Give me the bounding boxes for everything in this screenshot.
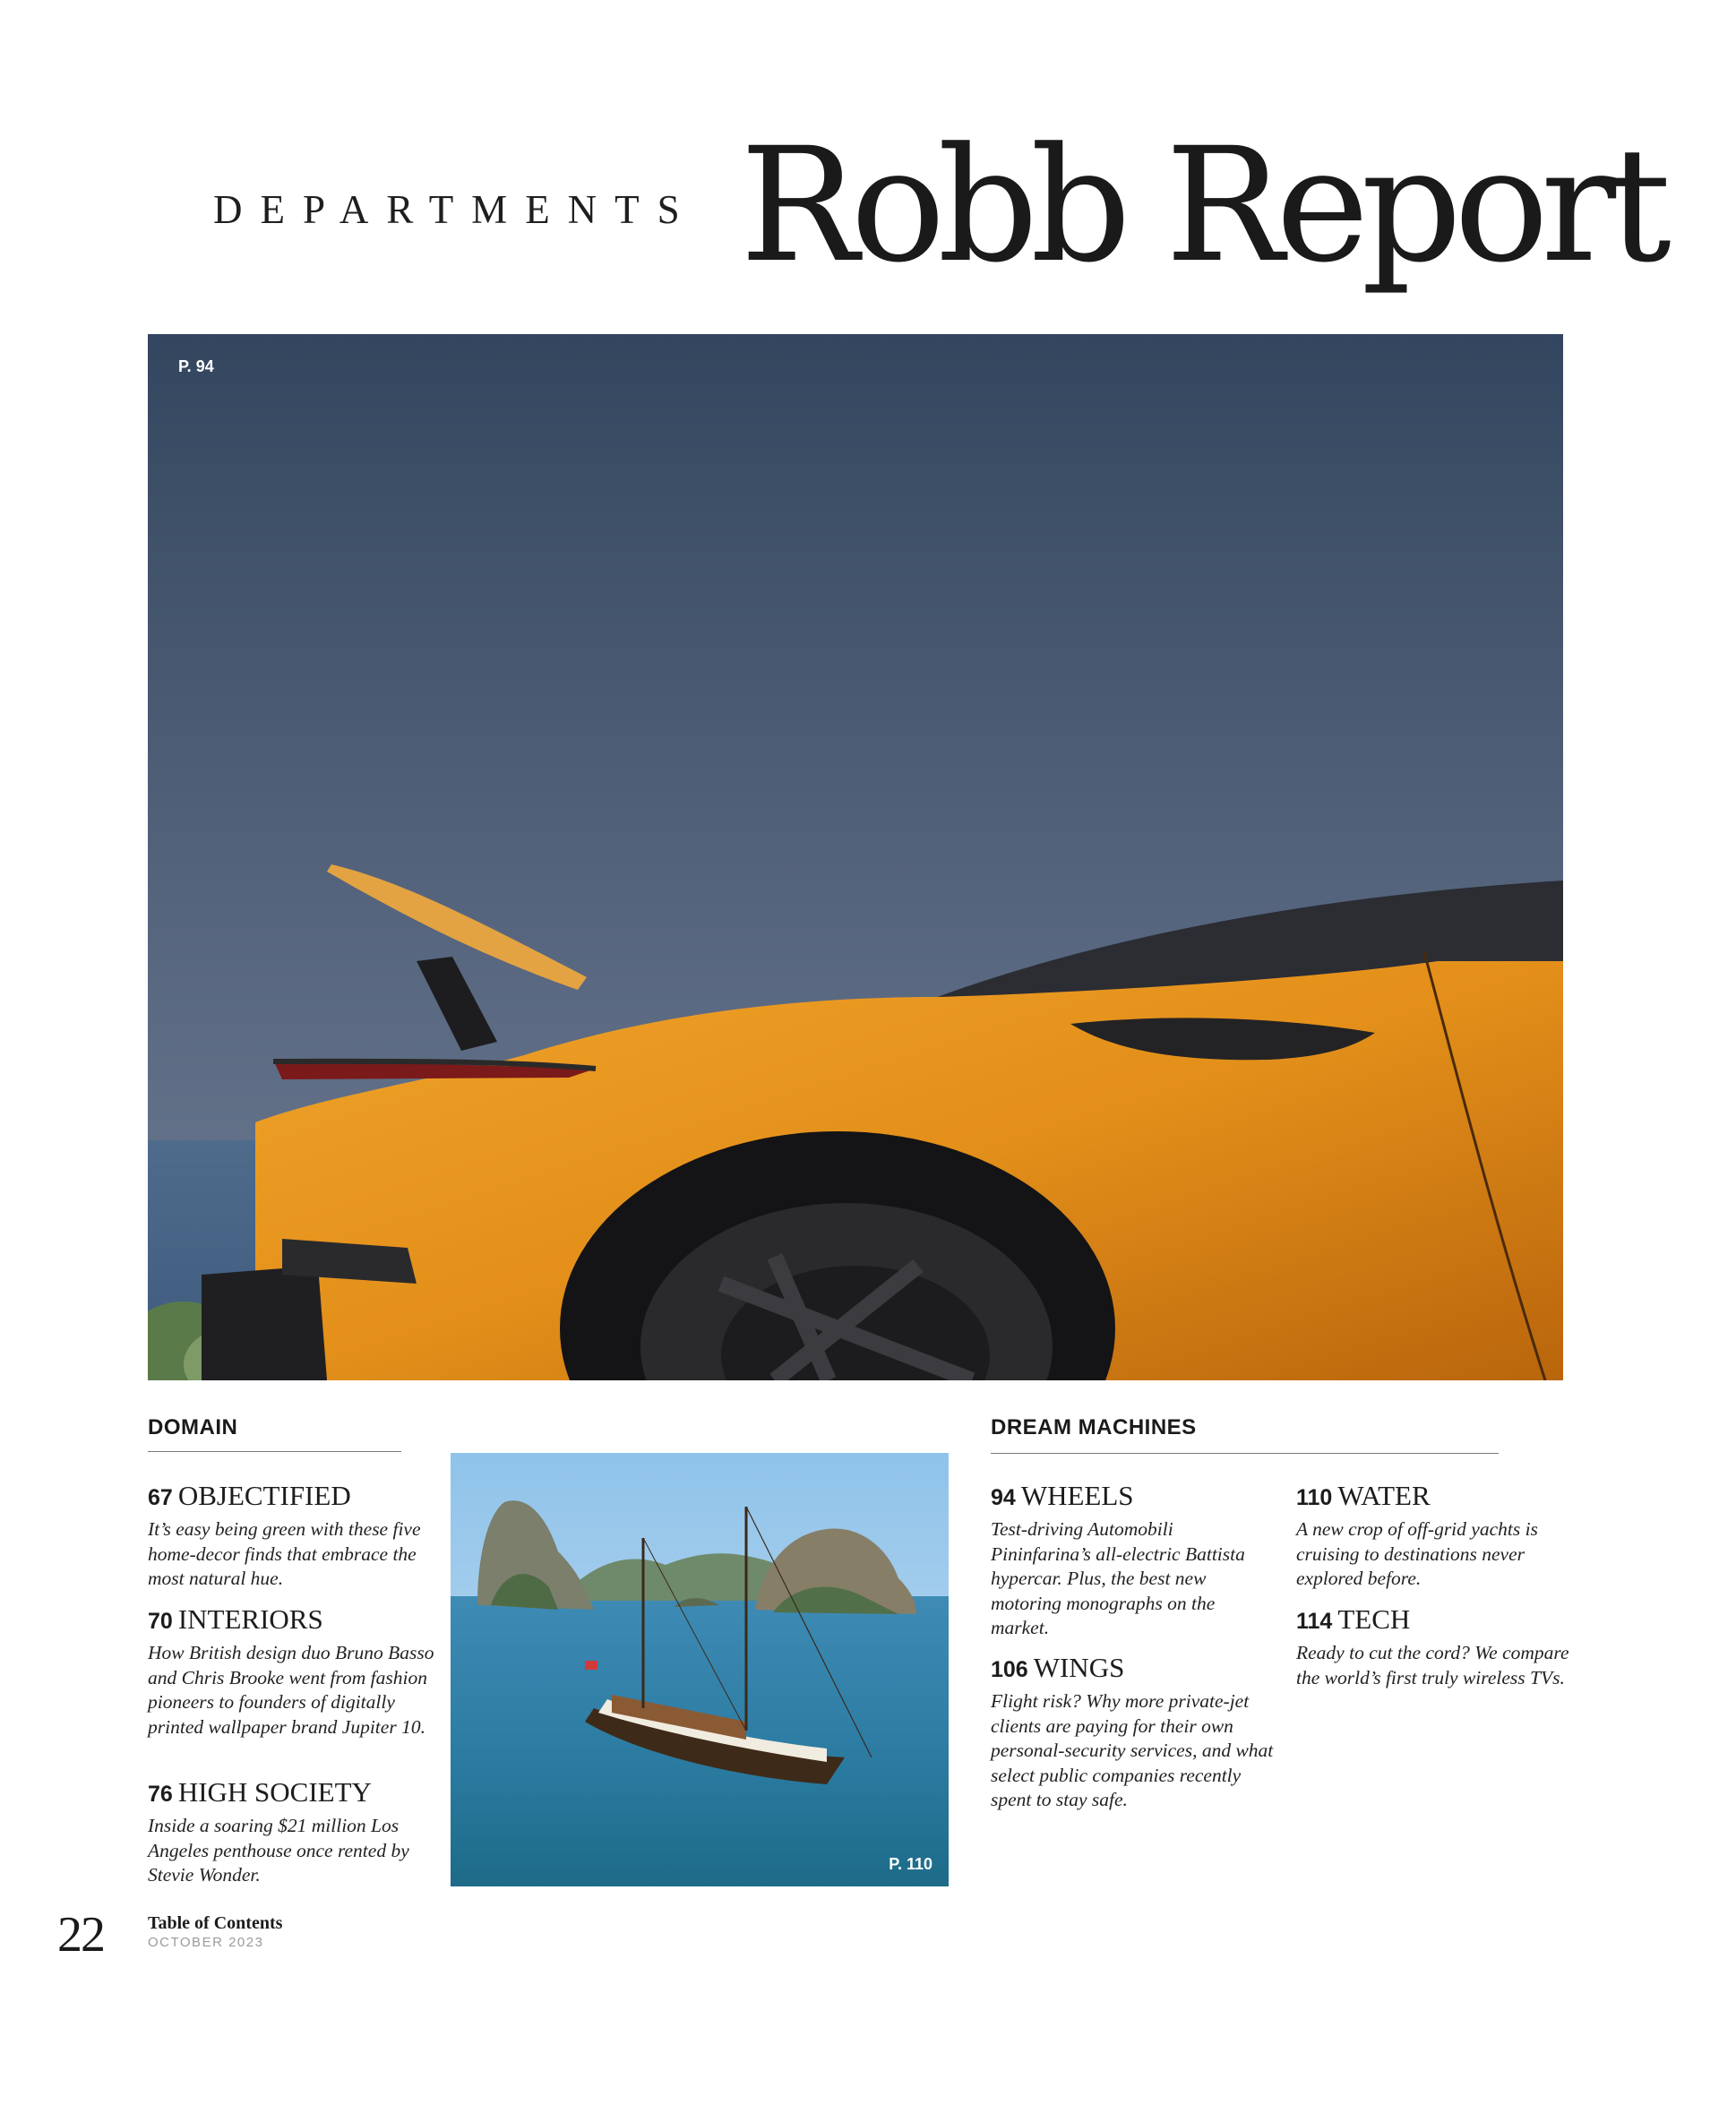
entry-page-number: 110: [1296, 1485, 1333, 1510]
entry-page-number: 114: [1296, 1609, 1333, 1634]
domain-heading: DOMAIN: [148, 1415, 238, 1439]
toc-entry-objectified[interactable]: [148, 1480, 434, 1592]
footer-title: Table of Contents: [148, 1913, 283, 1933]
entry-name: OBJECTIFIED: [177, 1480, 351, 1511]
issue-date: OCTOBER 2023: [148, 1935, 264, 1950]
entry-title: [1296, 1603, 1574, 1636]
entry-name: HIGH SOCIETY: [177, 1776, 372, 1808]
toc-entry-high-society[interactable]: [148, 1776, 434, 1888]
toc-entry-wings[interactable]: [991, 1652, 1277, 1813]
domain-divider: [148, 1451, 401, 1452]
entry-page-number: 76: [148, 1782, 173, 1807]
entry-title: [148, 1603, 434, 1636]
entry-page-number: 70: [148, 1609, 173, 1634]
entry-title: [1296, 1480, 1574, 1512]
entry-name: WHEELS: [1020, 1480, 1134, 1511]
dream-machines-heading: DREAM MACHINES: [991, 1415, 1197, 1439]
entry-name: TECH: [1337, 1603, 1411, 1635]
entry-description: Flight risk? Why more private-jet clients are paying for their own personal-security services, and what select public companies recently spent to stay safe.: [991, 1690, 1274, 1810]
entry-description: How British design duo Bruno Basso and Chris Brooke went from fashion pioneers to founders of digitally printed wallpaper brand Jupiter 10.: [148, 1642, 434, 1738]
masthead-logo: Robb Report: [740, 114, 1663, 297]
supercar-illustration: [148, 334, 1563, 1380]
hero-photo[interactable]: [148, 334, 1563, 1380]
page-reference: P. 110: [889, 1855, 932, 1873]
entry-page-number: 94: [991, 1485, 1016, 1510]
entry-name: WINGS: [1033, 1652, 1125, 1683]
entry-page-number: 67: [148, 1485, 173, 1510]
page-reference: P. 94: [178, 357, 214, 375]
section-label: DEPARTMENTS: [213, 187, 698, 232]
toc-entry-wheels[interactable]: [991, 1480, 1268, 1641]
entry-name: WATER: [1337, 1480, 1431, 1511]
yacht-photo[interactable]: [451, 1453, 949, 1886]
entry-page-number: 106: [991, 1657, 1028, 1682]
entry-title: [991, 1480, 1268, 1512]
entry-description: Test-driving Automobili Pininfarina’s all-electric Battista hypercar. Plus, the best new motoring monographs on the market.: [991, 1518, 1245, 1638]
toc-entry-interiors[interactable]: [148, 1603, 434, 1740]
toc-entry-tech[interactable]: [1296, 1603, 1574, 1690]
dream-machines-divider: [991, 1453, 1499, 1454]
toc-entry-water[interactable]: [1296, 1480, 1574, 1592]
entry-title: [991, 1652, 1277, 1684]
page-number: 22: [57, 1907, 104, 1963]
entry-description: A new crop of off-grid yachts is cruising to destinations never explored before.: [1296, 1518, 1538, 1589]
entry-description: It’s easy being green with these five home-decor finds that embrace the most natural hue.: [148, 1518, 421, 1589]
entry-description: Inside a soaring $21 million Los Angeles penthouse once rented by Stevie Wonder.: [148, 1815, 409, 1886]
yacht-illustration: [451, 1453, 949, 1886]
entry-title: [148, 1776, 434, 1809]
entry-title: [148, 1480, 434, 1512]
entry-description: Ready to cut the cord? We compare the world’s first truly wireless TVs.: [1296, 1642, 1569, 1688]
entry-name: INTERIORS: [177, 1603, 323, 1635]
